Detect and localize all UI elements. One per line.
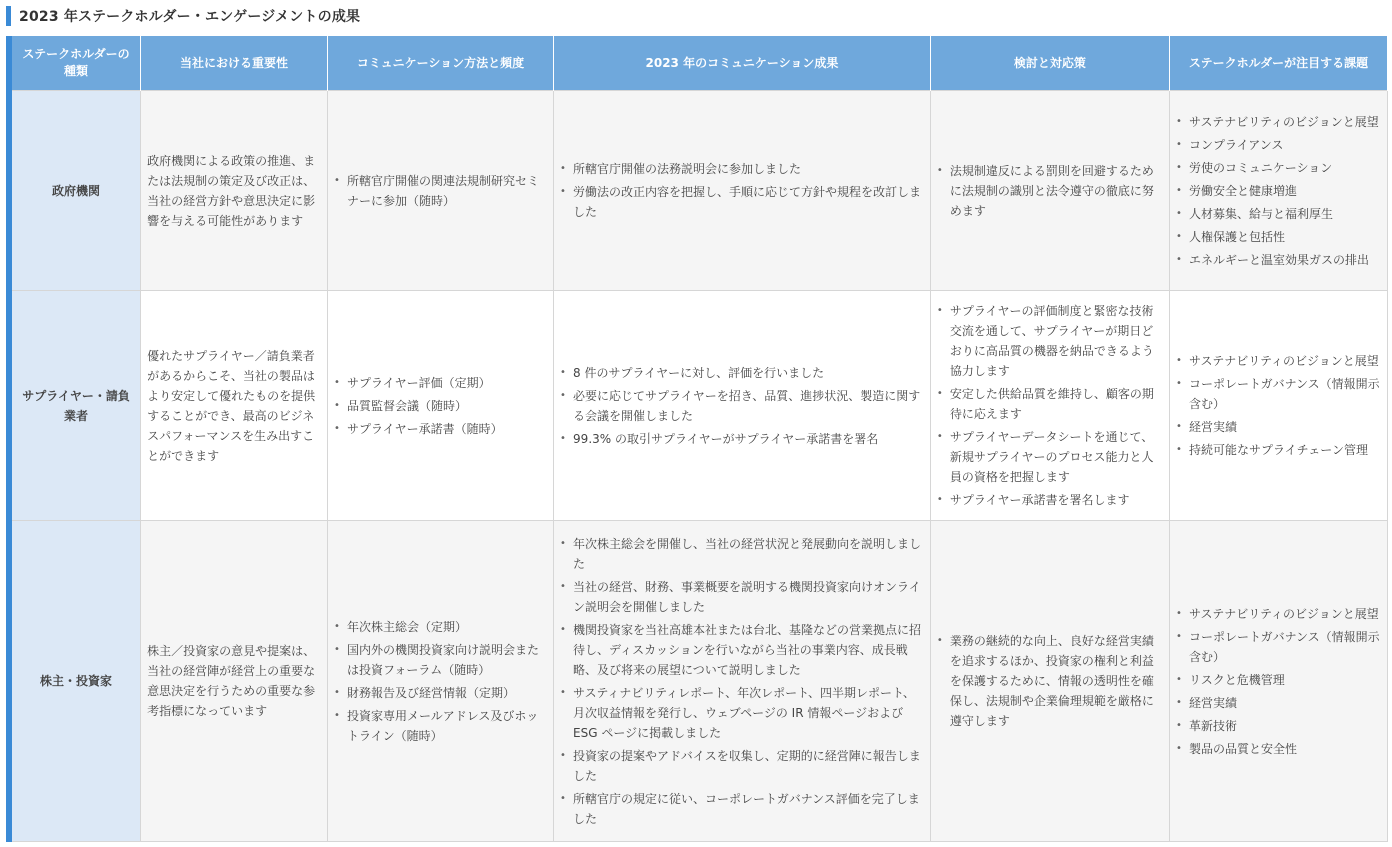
list-item: • 品質監督会議（随時） [334, 396, 547, 416]
list-item: • サプライヤー承諾書（随時） [334, 419, 547, 439]
list-item: • 労使のコミュニケーション [1176, 158, 1381, 178]
importance-text: 政府機関による政策の推進、または法規制の策定及び改正は、当社の経営方針や意思決定に影響を与える可能性があります [147, 153, 316, 228]
list-item: • サステナビリティのビジョンと展望 [1176, 112, 1381, 132]
list-item: • 経営実績 [1176, 417, 1381, 437]
issues-cell [1169, 91, 1387, 291]
list-item: • 必要に応じてサプライヤーを招き、品質、進捗状況、製造に関する会議を開催しました [560, 386, 924, 426]
list-item: • サプライヤー評価（定期） [334, 373, 547, 393]
section-title [6, 6, 360, 26]
importance-text: 株主／投資家の意見や提案は、当社の経営陣が経営上の重要な意思決定を行うための重要な参考指標になっています [147, 644, 316, 718]
list-item: • 投資家専用メールアドレス及びホットライン（随時） [334, 706, 547, 746]
list-item: • 経営実績 [1176, 693, 1381, 713]
issues-cell [1169, 291, 1387, 521]
issues-cell [1169, 521, 1387, 842]
table-row [9, 91, 1388, 291]
list-item: • サプライヤー承諾書を署名します [937, 490, 1163, 510]
results-cell [554, 521, 931, 842]
list-item: • サプライヤーの評価制度と緊密な技術交流を通して、サプライヤーが期日どおりに高品質の機器を納品できるよう協力します [937, 301, 1163, 381]
header-results: 2023 年のコミュニケーション成果 [554, 36, 931, 91]
list-item: • 革新技術 [1176, 716, 1381, 736]
header-importance: 当社における重要性 [141, 36, 328, 91]
measures-cell [930, 291, 1169, 521]
list-item: • 人材募集、給与と福利厚生 [1176, 204, 1381, 224]
importance-cell [141, 521, 328, 842]
list-item: • サステナビリティのビジョンと展望 [1176, 604, 1381, 624]
measures-list [937, 161, 1163, 221]
title-accent-bar [6, 6, 11, 26]
list-item: • 所轄官庁開催の関連法規制研究セミナーに参加（随時） [334, 171, 547, 211]
header-issues: ステークホルダーが注目する課題 [1169, 36, 1387, 91]
table-header-row [9, 36, 1388, 91]
results-list [560, 534, 924, 829]
section-title-text: 2023 年ステークホルダー・エンゲージメントの成果 [19, 9, 361, 25]
stakeholder-type-cell: 株主・投資家 [9, 521, 141, 842]
importance-cell [141, 91, 328, 291]
list-item: • コーポレートガバナンス（情報開示含む） [1176, 374, 1381, 414]
list-item: • 99.3% の取引サプライヤーがサプライヤー承諾書を署名 [560, 429, 924, 449]
methods-list [334, 171, 547, 211]
list-item: • 国内外の機関投資家向け説明会または投資フォーラム（随時） [334, 640, 547, 680]
issues-list [1176, 351, 1381, 460]
methods-cell [327, 521, 553, 842]
list-item: • リスクと危機管理 [1176, 670, 1381, 690]
measures-cell [930, 91, 1169, 291]
list-item: • コーポレートガバナンス（情報開示含む） [1176, 627, 1381, 667]
results-list [560, 363, 924, 449]
list-item: • 業務の継続的な向上、良好な経営実績を追求するほか、投資家の権利と利益を保護するために、情報の透明性を確保し、法規制や企業倫理規範を厳格に遵守します [937, 631, 1163, 731]
methods-list [334, 373, 547, 439]
measures-list [937, 631, 1163, 731]
list-item: • サプライヤーデータシートを通じて、新規サプライヤーのプロセス能力と人員の資格を把握します [937, 427, 1163, 487]
list-item: • 労働法の改正内容を把握し、手順に応じて方針や規程を改訂しました [560, 182, 924, 222]
results-list [560, 159, 924, 222]
measures-cell [930, 521, 1169, 842]
list-item: • 持続可能なサプライチェーン管理 [1176, 440, 1381, 460]
issues-list [1176, 604, 1381, 759]
list-item: • 人権保護と包括性 [1176, 227, 1381, 247]
header-measures: 検討と対応策 [930, 36, 1169, 91]
list-item: • コンプライアンス [1176, 135, 1381, 155]
list-item: • サステナビリティのビジョンと展望 [1176, 351, 1381, 371]
list-item: • 当社の経営、財務、事業概要を説明する機関投資家向けオンライン説明会を開催しました [560, 577, 924, 617]
list-item: • エネルギーと温室効果ガスの排出 [1176, 250, 1381, 270]
methods-cell [327, 291, 553, 521]
stakeholder-table [6, 36, 1388, 842]
stakeholder-type-cell: サプライヤー・請負業者 [9, 291, 141, 521]
list-item: • 労働安全と健康増進 [1176, 181, 1381, 201]
header-stakeholder-type: ステークホルダーの種類 [9, 36, 141, 91]
methods-list [334, 617, 547, 746]
list-item: • 所轄官庁開催の法務説明会に参加しました [560, 159, 924, 179]
list-item: • 年次株主総会を開催し、当社の経営状況と発展動向を説明しました [560, 534, 924, 574]
results-cell [554, 291, 931, 521]
methods-cell [327, 91, 553, 291]
list-item: • 安定した供給品質を維持し、顧客の期待に応えます [937, 384, 1163, 424]
list-item: • サスティナビリティレポート、年次レポート、四半期レポート、月次収益情報を発行し、ウェブページの IR 情報ページおよび ESG ページに掲載しました [560, 683, 924, 743]
stakeholder-type-cell: 政府機関 [9, 91, 141, 291]
list-item: • 8 件のサプライヤーに対し、評価を行いました [560, 363, 924, 383]
list-item: • 法規制違反による罰則を回避するために法規制の識別と法令遵守の徹底に努めます [937, 161, 1163, 221]
measures-list [937, 301, 1163, 510]
list-item: • 製品の品質と安全性 [1176, 739, 1381, 759]
table-row [9, 521, 1388, 842]
list-item: • 財務報告及び経営情報（定期） [334, 683, 547, 703]
issues-list [1176, 112, 1381, 270]
header-methods: コミュニケーション方法と頻度 [327, 36, 553, 91]
importance-cell [141, 291, 328, 521]
results-cell [554, 91, 931, 291]
list-item: • 投資家の提案やアドバイスを収集し、定期的に経営陣に報告しました [560, 746, 924, 786]
list-item: • 機関投資家を当社高雄本社または台北、基隆などの営業拠点に招待し、ディスカッションを行いながら当社の事業内容、成長戦略、及び将来の展望について説明しました [560, 620, 924, 680]
list-item: • 年次株主総会（定期） [334, 617, 547, 637]
importance-text: 優れたサプライヤー／請負業者があるからこそ、当社の製品はより安定して優れたものを提供することができ、最高のビジネスパフォーマンスを生み出すことができます [147, 348, 316, 463]
list-item: • 所轄官庁の規定に従い、コーポレートガバナンス評価を完了しました [560, 789, 924, 829]
table-row [9, 291, 1388, 521]
